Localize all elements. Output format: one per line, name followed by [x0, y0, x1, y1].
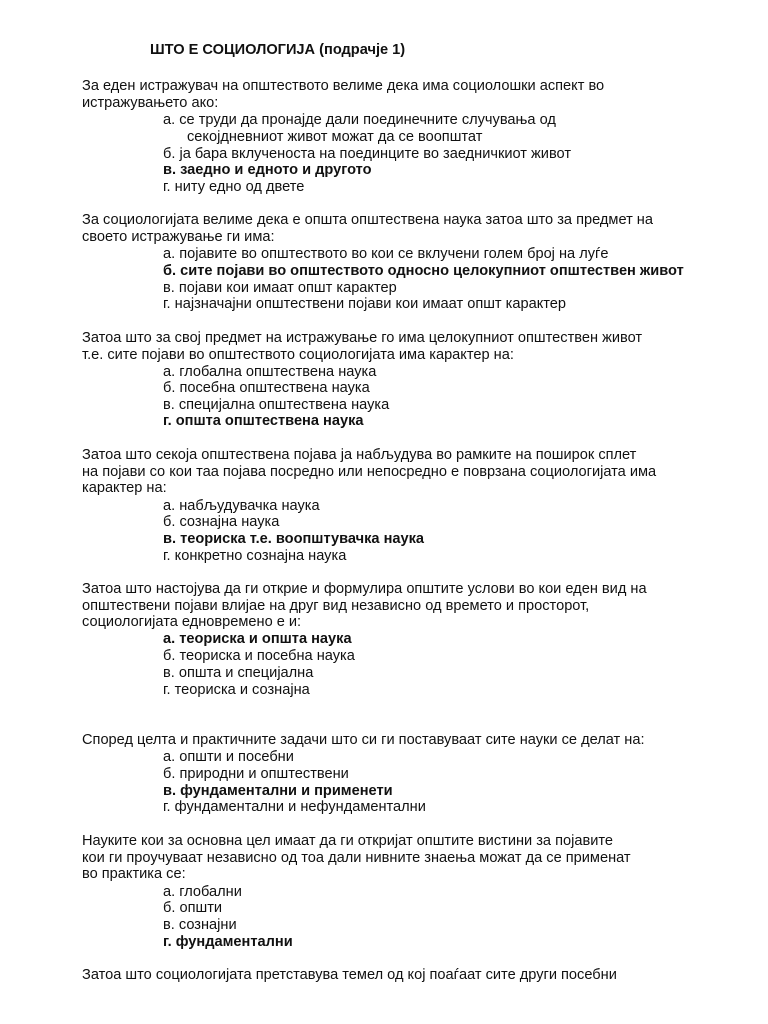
correct-answer-option: в. заедно и едното и другото [163, 162, 372, 178]
answer-option: б. општи [163, 900, 223, 916]
answer-option: в. општа и специјална [163, 665, 314, 681]
answer-option: секојдневниот живот можат да се воопштат [187, 129, 483, 145]
question-text-line: т.е. сите појави во општеството социологијата има карактер на: [82, 347, 514, 363]
question-text-line: на појави со кои таа појава посредно или непосредно е поврзана социологијата има [82, 464, 657, 480]
answer-option: г. ниту едно од двете [163, 179, 305, 195]
question-text-line: истражувањето ако: [82, 95, 219, 111]
answer-option: г. теориска и сознајна [163, 682, 310, 698]
question-text-line: Затоа што секоја општествена појава ја набљудува во рамките на поширок сплет [82, 447, 637, 463]
answer-option: а. набљудувачка наука [163, 498, 320, 514]
answer-option: б. теориска и посебна наука [163, 648, 355, 664]
question-text-line: Затоа што настојува да ги открие и формулира општите услови во кои еден вид на [82, 581, 647, 597]
answer-option: а. општи и посебни [163, 749, 294, 765]
question-text-line: Науките кои за основна цел имаат да ги откријат општите вистини за појавите [82, 833, 614, 849]
document-title: ШТО Е СОЦИОЛОГИЈА (подрачје 1) [150, 42, 406, 58]
answer-option: а. се труди да пронајде дали поединечните случувања од [163, 112, 556, 128]
question-text-line: кои ги проучуваат независно од тоа дали нивните знаења можат да се применат [82, 850, 631, 866]
question-text-line: своето истражување ги има: [82, 229, 275, 245]
correct-answer-option: г. фундаментални [163, 934, 293, 950]
question-text-line: во практика се: [82, 866, 186, 882]
answer-option: в. појави кои имаат општ карактер [163, 280, 397, 296]
answer-option: б. посебна општествена наука [163, 380, 370, 396]
question-text-line: карактер на: [82, 480, 167, 496]
answer-option: б. природни и општествени [163, 766, 349, 782]
answer-option: г. конкретно сознајна наука [163, 548, 347, 564]
answer-option: в. специјална општествена наука [163, 397, 390, 413]
answer-option: г. фундаментални и нефундаментални [163, 799, 426, 815]
question-text-line: Според целта и практичните задачи што си ги поставуваат сите науки се делат на: [82, 732, 645, 748]
question-text-line: За социологијата велиме дека е општа општествена наука затоа што за предмет на [82, 212, 653, 228]
correct-answer-option: в. теориска т.е. воопштувачка наука [163, 531, 425, 547]
answer-option: б. ја бара вклученоста на поединците во заедничкиот живот [163, 146, 572, 162]
correct-answer-option: в. фундаментални и применети [163, 783, 393, 799]
answer-option: а. глобални [163, 884, 242, 900]
question-text-line: општествени појави влијае на друг вид независно од времето и просторот, [82, 598, 590, 614]
answer-option: г. најзначајни општествени појави кои имаат општ карактер [163, 296, 567, 312]
answer-option: в. сознајни [163, 917, 237, 933]
correct-answer-option: б. сите појави во општеството односно целокупниот општествен живот [163, 263, 684, 279]
answer-option: а. појавите во општеството во кои се вклучени голем број на луѓе [163, 246, 609, 262]
question-text-line: Затоа што социологијата претставува темел од кој поаѓаат сите други посебни [82, 967, 617, 983]
correct-answer-option: а. теориска и општа наука [163, 631, 352, 647]
answer-option: б. сознајна наука [163, 514, 280, 530]
question-text-line: За еден истражувач на општеството велиме дека има социолошки аспект во [82, 78, 605, 94]
correct-answer-option: г. општа општествена наука [163, 413, 364, 429]
question-text-line: социологијата едновремено е и: [82, 614, 302, 630]
question-text-line: Затоа што за свој предмет на истражување го има целокупниот општествен живот [82, 330, 643, 346]
answer-option: а. глобална општествена наука [163, 364, 377, 380]
